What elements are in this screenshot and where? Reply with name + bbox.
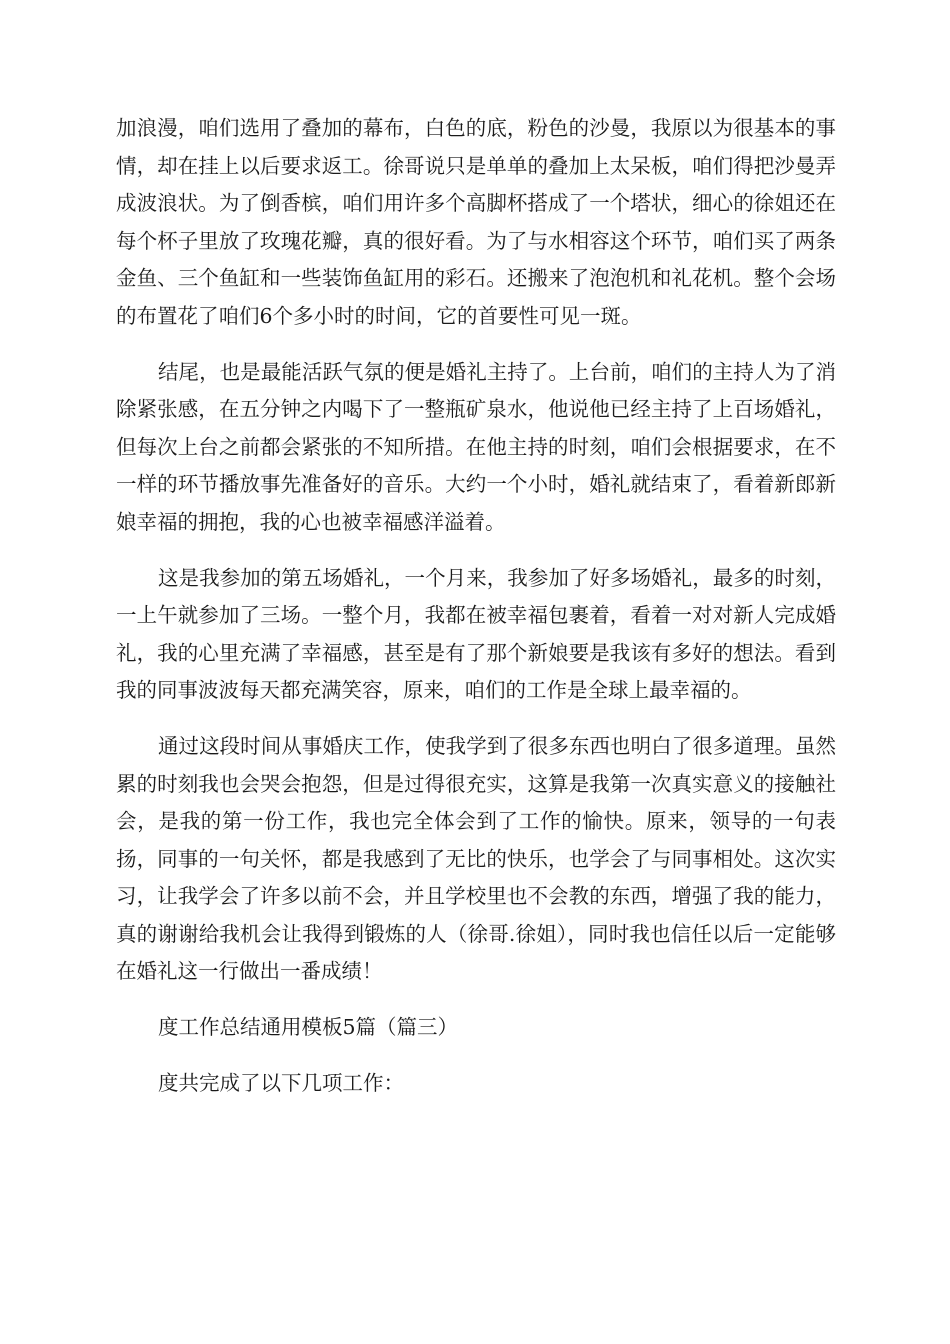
paragraph-2: 结尾，也是最能活跃气氛的便是婚礼主持了。上台前，咱们的主持人为了消除紧张感，在五分钟之内喝下了一整瓶矿泉水，他说他已经主持了上百场婚礼，但每次上台之前都会紧张的不知所措。在他主持的时刻，咱们会根据要求，在不一样的环节播放事先准备好的音乐。大约一个小时，婚礼就结束了，看着新郎新娘幸福的拥抱，我的心也被幸福感洋溢着。: [116, 359, 836, 534]
paragraph-1: 加浪漫，咱们选用了叠加的幕布，白色的底，粉色的沙曼，我原以为很基本的事情，却在挂上以后要求返工。徐哥说只是单单的叠加上太呆板，咱们得把沙曼弄成波浪状。为了倒香槟，咱们用许多个高脚杯搭成了一个塔状，细心的徐姐还在每个杯子里放了玫瑰花瓣，真的很好看。为了与水相容这个环节，咱们买了两条金鱼、三个鱼缸和一些装饰鱼缸用的彩石。还搬来了泡泡机和礼花机。整个会场的布置花了咱们6个多小时的时间，它的首要性可见一斑。: [116, 116, 836, 328]
paragraph-4: 通过这段时间从事婚庆工作，使我学到了很多东西也明白了很多道理。虽然累的时刻我也会哭会抱怨，但是过得很充实，这算是我第一次真实意义的接触社会，是我的第一份工作，我也完全体会到了工作的愉快。原来，领导的一句表扬，同事的一句关怀，都是我感到了无比的快乐，也学会了与同事相处。这次实习，让我学会了许多以前不会，并且学校里也不会教的东西，增强了我的能力，真的谢谢给我机会让我得到锻炼的人（徐哥.徐姐），同时我也信任以后一定能够在婚礼这一行做出一番成绩！: [116, 733, 836, 984]
paragraph-5: 度共完成了以下几项工作：: [158, 1070, 404, 1095]
paragraph-3: 这是我参加的第五场婚礼，一个月来，我参加了好多场婚礼，最多的时刻，一上午就参加了三场。一整个月，我都在被幸福包裹着，看着一对对新人完成婚礼，我的心里充满了幸福感，甚至是有了那个新娘要是我该有多好的想法。看到我的同事波波每天都充满笑容，原来，咱们的工作是全球上最幸福的。: [116, 565, 836, 703]
document-body: [116, 110, 836, 1102]
section-heading: 度工作总结通用模板5篇（篇三）: [158, 1015, 459, 1040]
